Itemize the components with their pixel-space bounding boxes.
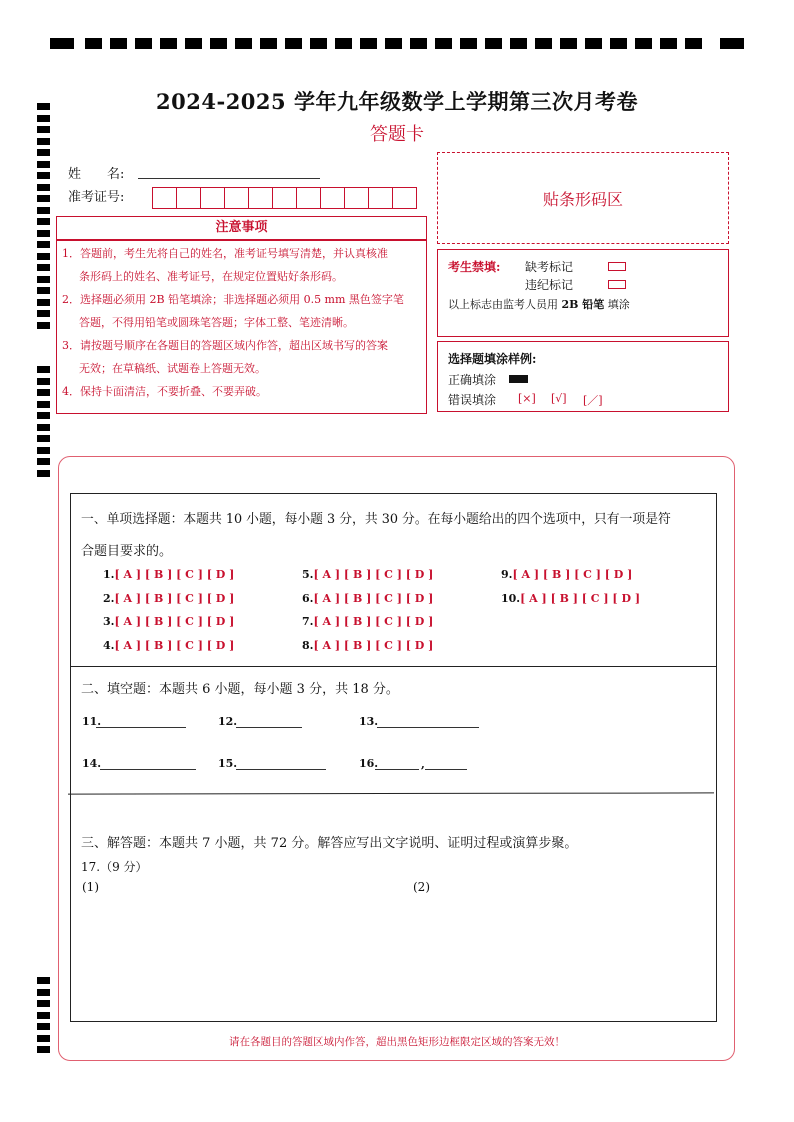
- q17-label: 17.（9 分）: [81, 860, 148, 874]
- fill-label-16: 16.: [359, 757, 379, 770]
- section-divider: [70, 666, 717, 667]
- positioning-mark: [37, 1012, 50, 1019]
- fill-example-box: [437, 341, 729, 412]
- positioning-mark: [37, 424, 50, 431]
- name-field[interactable]: [138, 163, 320, 179]
- id-digit-box[interactable]: [296, 187, 321, 209]
- mc-question-9[interactable]: 9.[ A ] [ B ] [ C ] [ D ]: [501, 568, 633, 581]
- positioning-mark: [37, 989, 50, 996]
- positioning-mark: [37, 310, 50, 317]
- q17-part2-label: (2): [413, 880, 430, 894]
- wrong-fill-label: 错误填涂: [448, 393, 497, 407]
- violation-mark-box[interactable]: [608, 280, 626, 289]
- mc-question-3[interactable]: 3.[ A ] [ B ] [ C ] [ D ]: [103, 615, 235, 628]
- q17-answer-space[interactable]: [80, 896, 708, 1016]
- fill-label-14: 14.: [82, 757, 102, 770]
- id-digit-box[interactable]: [320, 187, 345, 209]
- mc-question-1[interactable]: 1.[ A ] [ B ] [ C ] [ D ]: [103, 568, 235, 581]
- id-label: 准考证号:: [68, 190, 125, 205]
- fill-example-title: 选择题填涂样例:: [448, 352, 537, 366]
- notice-item: 3．请按题号顺序在各题目的答题区域内作答，超出区域书写的答案: [62, 339, 388, 352]
- prohibited-note: 以上标志由监考人员用 2B 铅笔 填涂: [448, 298, 630, 311]
- fill-blank-12[interactable]: [236, 727, 302, 728]
- notice-item: 2．选择题必须用 2B 铅笔填涂；非选择题必须用 0.5 mm 黑色签字笔: [62, 293, 404, 306]
- id-digit-box[interactable]: [344, 187, 369, 209]
- positioning-mark: [37, 161, 50, 168]
- fill-label-13: 13.: [359, 715, 379, 728]
- positioning-mark: [37, 977, 50, 984]
- positioning-mark: [37, 195, 50, 202]
- notice-item: 无效；在草稿纸、试题卷上答题无效。: [79, 362, 266, 375]
- violation-label: 违纪标记: [525, 278, 574, 292]
- positioning-mark: [37, 172, 50, 179]
- fill-comma: ,: [421, 758, 425, 771]
- section3-heading: 三、解答题：本题共 7 小题，共 72 分。解答应写出文字说明、证明过程或演算步聚。: [81, 836, 578, 851]
- id-digit-box[interactable]: [368, 187, 393, 209]
- mc-question-6[interactable]: 6.[ A ] [ B ] [ C ] [ D ]: [302, 592, 434, 605]
- id-digit-box[interactable]: [248, 187, 273, 209]
- q17-part1-label: (1): [82, 880, 99, 894]
- positioning-mark: [37, 447, 50, 454]
- positioning-mark: [37, 412, 50, 419]
- notice-item: 条形码上的姓名、准考证号，在规定位置贴好条形码。: [79, 270, 343, 283]
- barcode-area: [437, 152, 729, 244]
- positioning-mark: [37, 276, 50, 283]
- page-title: 2024-2025 学年九年级数学上学期第三次月考卷: [156, 89, 638, 114]
- mc-question-10[interactable]: 10.[ A ] [ B ] [ C ] [ D ]: [501, 592, 641, 605]
- positioning-mark: [37, 207, 50, 214]
- fill-label-15: 15.: [218, 757, 238, 770]
- positioning-mark: [37, 149, 50, 156]
- id-digit-box[interactable]: [272, 187, 297, 209]
- id-digit-box[interactable]: [200, 187, 225, 209]
- positioning-mark: [37, 435, 50, 442]
- notice-title: 注意事项: [56, 216, 427, 240]
- absent-mark-box[interactable]: [608, 262, 626, 271]
- wrong-mark-check: [√]: [551, 392, 567, 405]
- absent-label: 缺考标记: [525, 260, 574, 274]
- positioning-mark: [37, 1000, 50, 1007]
- barcode-label: 贴条形码区: [542, 190, 623, 209]
- footer-warning: 请在各题目的答题区域内作答，超出黑色矩形边框限定区域的答案无效！: [229, 1036, 565, 1048]
- positioning-mark: [37, 184, 50, 191]
- positioning-mark: [37, 401, 50, 408]
- fill-label-11: 11.: [82, 715, 102, 728]
- mc-question-7[interactable]: 7.[ A ] [ B ] [ C ] [ D ]: [302, 615, 434, 628]
- positioning-mark: [37, 1023, 50, 1030]
- notice-item: 答题，不得用铅笔或圆珠笔答题；字体工整、笔迹清晰。: [79, 316, 354, 329]
- mc-question-4[interactable]: 4.[ A ] [ B ] [ C ] [ D ]: [103, 639, 235, 652]
- positioning-mark: [37, 389, 50, 396]
- section1-heading: 一、单项选择题：本题共 10 小题，每小题 3 分，共 30 分。在每小题给出的四个选项中，只有一项是符: [81, 512, 671, 527]
- fill-blank-16a[interactable]: [375, 769, 419, 770]
- mc-question-8[interactable]: 8.[ A ] [ B ] [ C ] [ D ]: [302, 639, 434, 652]
- id-digit-box[interactable]: [224, 187, 249, 209]
- positioning-mark: [37, 241, 50, 248]
- positioning-mark: [37, 253, 50, 260]
- positioning-mark: [37, 470, 50, 477]
- wrong-mark-slash: [／]: [583, 394, 603, 407]
- wrong-mark-x: [×]: [518, 392, 536, 405]
- id-digit-box[interactable]: [152, 187, 177, 209]
- positioning-mark: [37, 378, 50, 385]
- prohibited-title: 考生禁填:: [448, 260, 501, 274]
- positioning-mark: [37, 299, 50, 306]
- section1-heading-cont: 合题目要求的。: [81, 544, 173, 559]
- mc-question-2[interactable]: 2.[ A ] [ B ] [ C ] [ D ]: [103, 592, 235, 605]
- fill-blank-14[interactable]: [100, 769, 196, 770]
- fill-blank-15[interactable]: [236, 769, 326, 770]
- correct-fill-label: 正确填涂: [448, 373, 497, 387]
- positioning-mark: [37, 287, 50, 294]
- prohibited-box: [437, 249, 729, 337]
- positioning-mark: [37, 218, 50, 225]
- positioning-mark: [37, 322, 50, 329]
- name-label: 姓 名:: [68, 167, 125, 182]
- positioning-mark: [37, 264, 50, 271]
- fill-label-12: 12.: [218, 715, 238, 728]
- fill-blank-16b[interactable]: [425, 769, 467, 770]
- mc-question-5[interactable]: 5.[ A ] [ B ] [ C ] [ D ]: [302, 568, 434, 581]
- id-digit-box[interactable]: [176, 187, 201, 209]
- fill-blank-11[interactable]: [96, 727, 186, 728]
- notice-item: 1．答题前，考生先将自己的姓名，准考证号填写清楚，并认真核准: [62, 247, 388, 260]
- id-digit-box[interactable]: [392, 187, 417, 209]
- page-subtitle: 答题卡: [370, 124, 424, 145]
- fill-blank-13[interactable]: [377, 727, 479, 728]
- positioning-mark: [37, 230, 50, 237]
- correct-fill-sample: [509, 375, 528, 383]
- notice-item: 4．保持卡面清洁，不要折叠、不要弄破。: [62, 385, 267, 398]
- positioning-mark: [37, 366, 50, 373]
- positioning-mark: [37, 458, 50, 465]
- section2-heading: 二、填空题：本题共 6 小题，每小题 3 分，共 18 分。: [81, 682, 399, 697]
